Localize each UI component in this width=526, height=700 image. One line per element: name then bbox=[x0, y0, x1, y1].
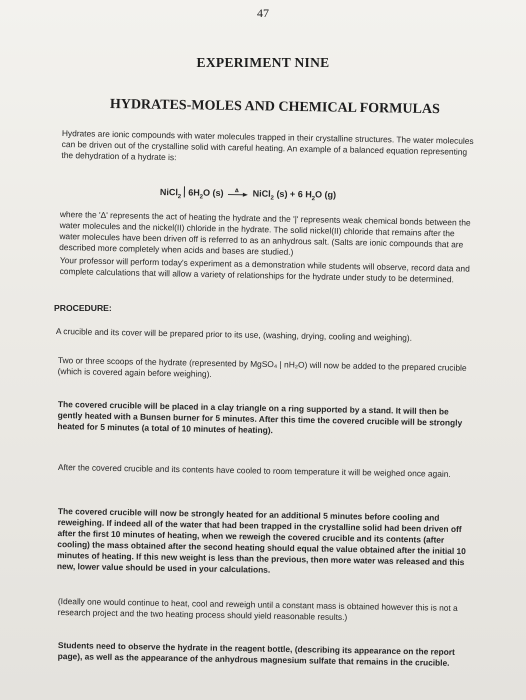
procedure-step-1: A crucible and its cover will be prepared prior to its use, (washing, drying, cooling and weighing). bbox=[55, 326, 413, 343]
heating-arrow-icon bbox=[228, 188, 248, 197]
main-title: HYDRATES-MOLES AND CHEMICAL FORMULAS bbox=[109, 97, 440, 118]
procedure-step-2: Two or three scoops of the hydrate (represented by MgSO₄ | nH₂O) will now be added to the prepared crucible (which is covered again before weighing). bbox=[57, 355, 467, 379]
procedure-step-4: After the covered crucible and its contents have cooled to room temperature it will be weighed once again. bbox=[57, 462, 451, 479]
professor-paragraph: Your professor will perform today's experiment as a demonstration while students will observe, record data and complete calculations that will allow a variety of relationships for the hydrate under study to be determined. bbox=[59, 255, 470, 285]
procedure-step-6: (Ideally one would continue to heat, cool and reweigh until a constant mass is obtained however this is not a research project and the two heating process should yield reasonable results.) bbox=[57, 596, 458, 623]
svg-text:Δ: Δ bbox=[235, 188, 240, 195]
weak-bond-bar bbox=[184, 186, 185, 197]
equation-reactant-salt: NiCl$_2$ bbox=[159, 186, 182, 201]
where-paragraph: where the 'Δ' represents the act of heating the hydrate and the '|' represents weak chemical bonds between the water molecules and the nickel(II) chloride in the hydrate. The solid nickel(II) chloride that remains after the water molecules have been driven off is referred to as an anhydrous salt. (Salts are ionic compounds that are described more completely when acids and bases are studied.) bbox=[59, 209, 471, 257]
procedure-heading: PROCEDURE: bbox=[54, 303, 112, 313]
procedure-step-5: The covered crucible will now be strongly heated for an additional 5 minutes before cooling and reweighing. If indeed all of the water that had been trapped in the crystalline solid had been driven off after the first 10 minutes of heating, when we reweigh the covered crucible and its contents (after cooling) the mass obtained after the second heating should equal the value obtained after the initial 10 minutes of heating. If this new weight is less than the previous, then more water was released and this new, lower value should be used in your calculations. bbox=[56, 506, 466, 575]
balanced-equation bbox=[160, 186, 336, 203]
page-number: 47 bbox=[257, 6, 269, 20]
equation-products: NiCl$_2$ (s) + 6 $H_2O$ (g) bbox=[252, 188, 337, 203]
procedure-step-7: Students need to observe the hydrate in the reagent bottle, (describing its appearance on the report page), as well as the appearance of the anhydrous magnesium sulfate that remains in the crucible. bbox=[57, 640, 455, 668]
intro-paragraph: Hydrates are ionic compounds with water molecules trapped in their crystalline structures. The water molecules can be driven out of the crystalline solid with careful heating. An example of a balanced equation representing the dehydration of a hydrate is: bbox=[61, 128, 474, 163]
experiment-title: EXPERIMENT NINE bbox=[196, 55, 330, 70]
equation-reactant-water: $6H_2O$ (s) bbox=[188, 187, 224, 201]
procedure-step-3: The covered crucible will be placed in a clay triangle on a ring supported by a stand. It will then be gently heated with a Bunsen burner for 5 minutes. After this time the covered crucible will be strongly heated for 5 minutes (a total of 10 minutes of heating). bbox=[57, 399, 463, 436]
